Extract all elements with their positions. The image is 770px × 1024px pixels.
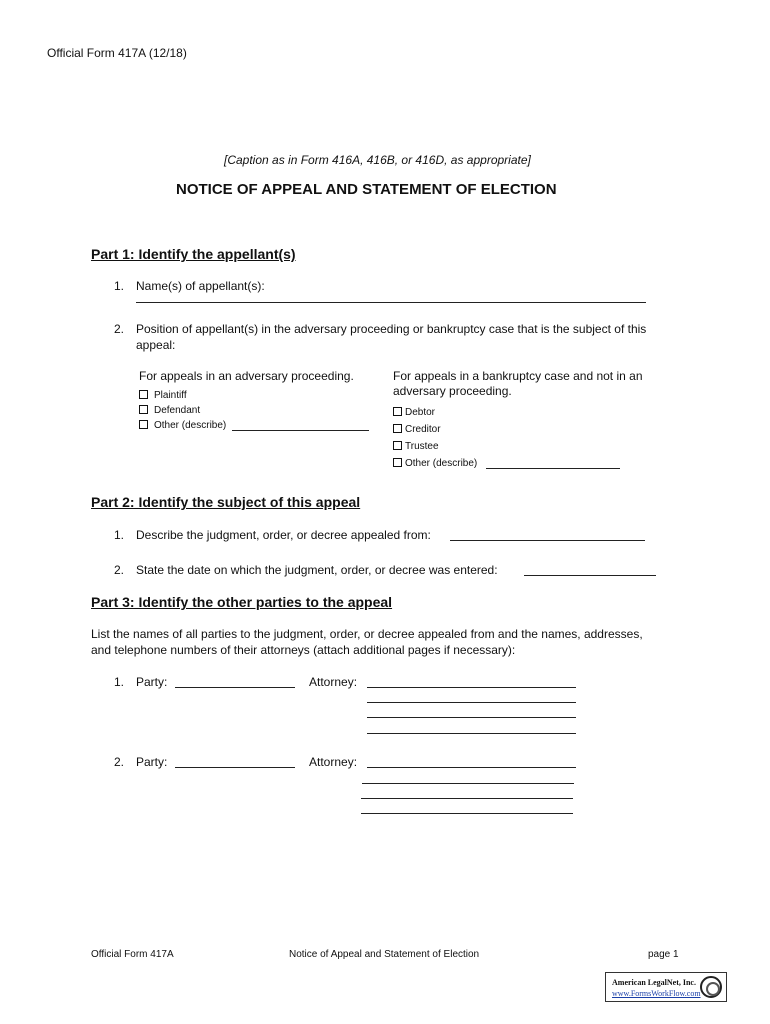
attorney1-field-line4[interactable] — [367, 733, 576, 734]
attorney1-field-line1[interactable] — [367, 687, 576, 688]
attorney1-field-line2[interactable] — [367, 702, 576, 703]
part3-heading: Part 3: Identify the other parties to the appeal — [91, 594, 393, 610]
bankruptcy-option-debtor[interactable]: Debtor — [393, 407, 435, 418]
adversary-option-other[interactable]: Other (describe) — [139, 420, 226, 431]
party2-number: 2. — [114, 755, 125, 769]
bankruptcy-option-trustee[interactable]: Trustee — [393, 441, 439, 452]
footer-form-id: Official Form 417A — [91, 949, 174, 960]
publisher-name: American LegalNet, Inc. — [612, 978, 696, 987]
footer-title: Notice of Appeal and Statement of Election — [289, 949, 480, 960]
bankruptcy-option-creditor[interactable]: Creditor — [393, 424, 441, 435]
appellant-name-label: Name(s) of appellant(s): — [136, 279, 265, 293]
attorney2-field-line4[interactable] — [361, 813, 573, 814]
entry-date-field[interactable] — [524, 575, 656, 576]
page-title: NOTICE OF APPEAL AND STATEMENT OF ELECTION — [176, 181, 557, 198]
attorney1-field-line3[interactable] — [367, 717, 576, 718]
attorney2-field-line3[interactable] — [361, 798, 573, 799]
bankruptcy-other-field[interactable] — [486, 468, 620, 469]
part2-heading: Part 2: Identify the subject of this appeal — [91, 494, 361, 510]
judgment-label: Describe the judgment, order, or decree appealed from: — [136, 528, 431, 542]
party2-field[interactable] — [175, 767, 295, 768]
adversary-header: For appeals in an adversary proceeding. — [139, 369, 354, 383]
attorney2-label: Attorney: — [309, 755, 358, 769]
party1-number: 1. — [114, 675, 125, 689]
checkbox-icon[interactable] — [393, 424, 402, 433]
attorney1-label: Attorney: — [309, 675, 358, 689]
position-label-line2: appeal: — [136, 338, 176, 352]
part3-intro-line1: List the names of all parties to the judgment, order, or decree appealed from and the names, addresses, — [91, 627, 643, 641]
part2-item1-number: 1. — [114, 528, 125, 542]
bankruptcy-option-other[interactable]: Other (describe) — [393, 458, 477, 469]
checkbox-icon[interactable] — [139, 405, 148, 414]
publisher-url[interactable]: www.FormsWorkFlow.com — [612, 989, 701, 998]
position-label-line1: Position of appellant(s) in the adversary proceeding or bankruptcy case that is the subject of this — [136, 322, 647, 336]
appellant-name-field[interactable] — [136, 302, 646, 303]
part2-item2-number: 2. — [114, 563, 125, 577]
part3-intro-line2: and telephone numbers of their attorneys (attach additional pages if necessary): — [91, 643, 516, 657]
adversary-option-defendant[interactable]: Defendant — [139, 405, 200, 416]
party1-field[interactable] — [175, 687, 295, 688]
part1-item2-number: 2. — [114, 322, 125, 336]
checkbox-icon[interactable] — [139, 420, 148, 429]
party1-label: Party: — [136, 675, 168, 689]
form-id: Official Form 417A (12/18) — [47, 46, 187, 60]
attorney2-field-line1[interactable] — [367, 767, 576, 768]
adversary-other-field[interactable] — [232, 430, 369, 431]
bankruptcy-header-line2: adversary proceeding. — [393, 384, 512, 398]
checkbox-icon[interactable] — [393, 441, 402, 450]
part1-heading: Part 1: Identify the appellant(s) — [91, 246, 296, 262]
party2-label: Party: — [136, 755, 168, 769]
adversary-option-plaintiff[interactable]: Plaintiff — [139, 390, 187, 401]
judgment-field[interactable] — [450, 540, 645, 541]
checkbox-icon[interactable] — [139, 390, 148, 399]
attorney2-field-line2[interactable] — [362, 783, 574, 784]
part1-item1-number: 1. — [114, 279, 125, 293]
entry-date-label: State the date on which the judgment, order, or decree was entered: — [136, 563, 498, 577]
publisher-seal-icon — [700, 976, 722, 998]
caption: [Caption as in Form 416A, 416B, or 416D, as appropriate] — [224, 153, 531, 167]
bankruptcy-header-line1: For appeals in a bankruptcy case and not in an — [393, 369, 643, 383]
checkbox-icon[interactable] — [393, 458, 402, 467]
publisher-logo — [605, 972, 727, 1002]
checkbox-icon[interactable] — [393, 407, 402, 416]
footer-page-number: page 1 — [648, 949, 679, 960]
